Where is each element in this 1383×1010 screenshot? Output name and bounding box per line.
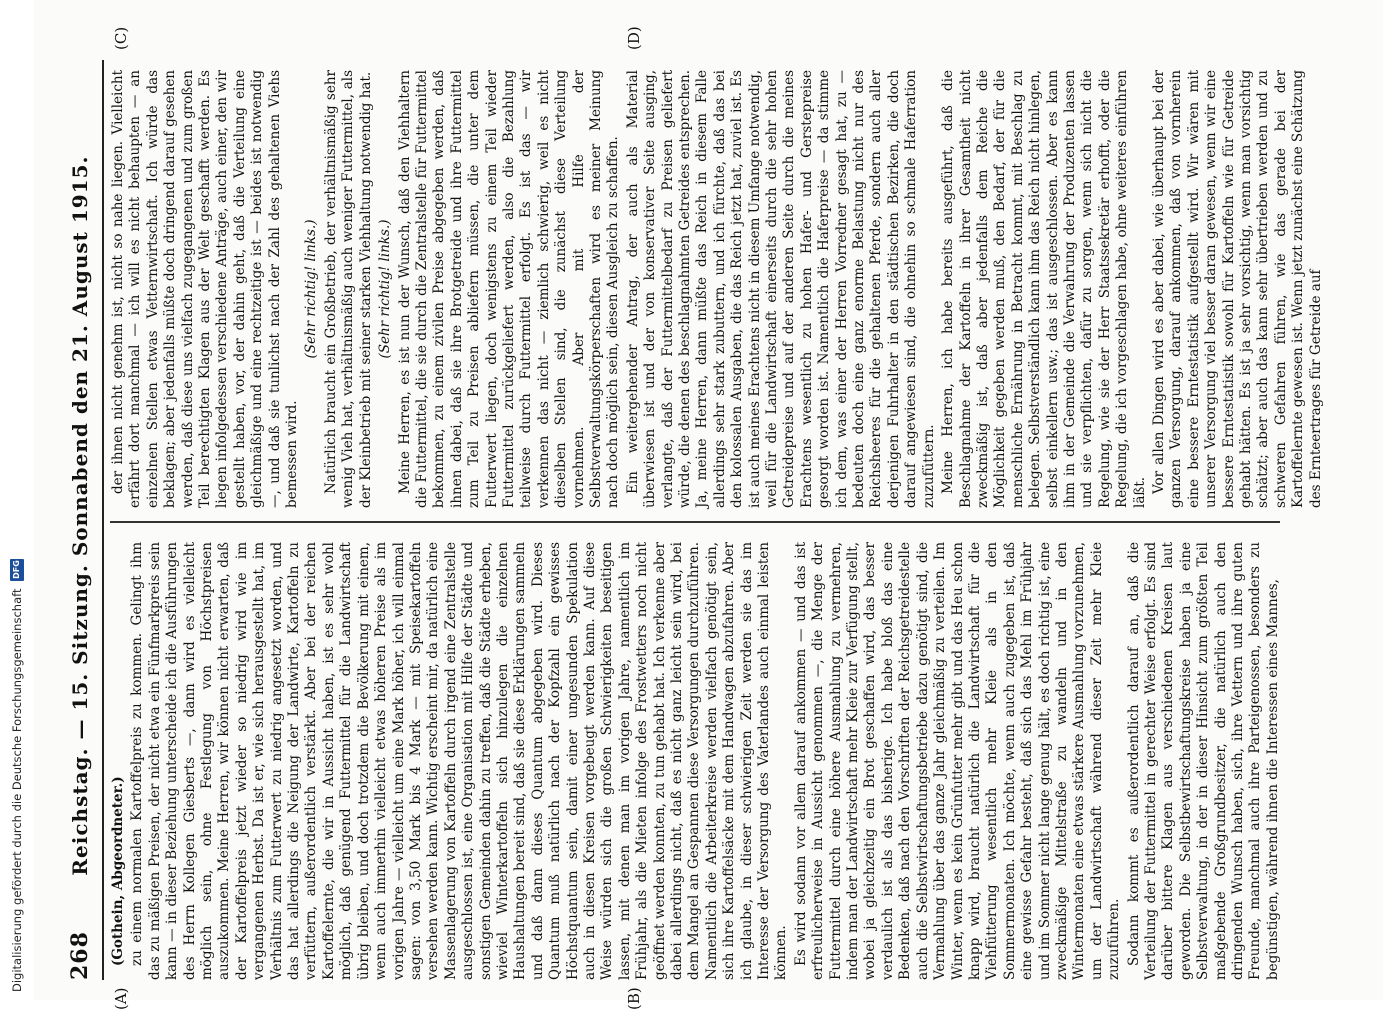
left-column <box>110 542 1280 980</box>
column-divider <box>110 521 1280 523</box>
margin-mark-b: (B) <box>625 987 643 1010</box>
speaker-line: (Gothein, Abgeordneter.) <box>110 776 126 966</box>
rotated-document-page <box>60 26 1330 1010</box>
paragraph: der ihnen nicht genehm ist, nicht so nahe liegen. Vielleicht erfährt dort manchmal — ich will es nicht behaupten — an einzelnen Stellen etwas Vetternwirtschaft. Ich würde das beklagen; aber jedenfalls müßte doch dringend darauf gesehen werden, daß diese uns vielfach zugegangenen und zum großen Teil berechtigten Klagen aus der Welt geschafft werden. Es liegen infolgedessen verschiedene Anträge, auch einer, den wir gestellt haben, vor, der dahin geht, daß die Verteilung eine gleichmäßige und eine rechtzeitige ist — beides ist notwendig —, und daß sie tunlichst nach der Zahl des gehaltenen Viehs bemessen wird. <box>110 70 301 508</box>
margin-mark-c: (C) <box>112 26 130 50</box>
paragraph: Meine Herren, es ist nun der Wunsch, daß den Viehhaltern die Futtermittel, die sie durch die Zentralstelle für Futtermittel bekommen, zu einem zivilen Preise abgegeben werden, daß ihnen dabei, daß sie ihre Brotgetreide und ihre Futtermittel zum Teil zu Preisen abliefern müssen, die unter dem Futterwert liegen, doch wenigstens zu einem Teil wieder Futtermittel zurückgeliefert werden, also die Bezahlung teilweise durch Futtermittel erfolgt. Es ist das — wir verkennen das nicht — ziemlich schwierig, weil es nicht dieselben Stellen sind, die zunächst diese Verteilung vornehmen. Aber mit Hilfe der Selbstverwaltungskörperschaften wird es meiner Meinung nach doch möglich sein, diesen Ausgleich zu schaffen. <box>396 70 622 508</box>
paragraph: Es wird sodann vor allem darauf ankommen — und das ist erfreulicherweise in Aussicht genommen —, die Menge der Futtermittel durch eine höhere Ausmahlung zu vermehren, indem man der Landwirtschaft mehr Kleie zur Verfügung stellt, wobei ja gleichzeitig ein Brot geschaffen wird, das besser verdaulich ist als das bisherige. Ich habe bloß das eine Bedenken, daß nach den Vorschriften der Reichsgetreidestelle auch die Selbstwirtschaftungsbetriebe dazu genötigt sind, die Vermahlung über das ganze Jahr gleichmäßig zu verteilen. Im Winter, wenn es kein Grünfutter mehr gibt und das Heu schon knapp wird, braucht natürlich die Landwirtschaft für die Viehfütterung wesentlich mehr Kleie als in den Sommermonaten. Ich möchte, wenn auch zugegeben ist, daß eine gewisse Gefahr besteht, daß sich das Mehl im Frühjahr und im Sommer nicht lange genug hält, es doch richtig ist, eine zweckmäßige Mittelstraße zu wandeln und in den Wintermonaten eine etwas stärkere Ausmahlung vorzunehmen, um der Landwirtschaft während dieser Zeit mehr Kleie zuzuführen. <box>792 542 1123 980</box>
interjection: (Sehr richtig! links.) <box>303 219 320 359</box>
paragraph: Meine Herren, ich habe bereits ausgeführt, daß die Beschlagnahme der Kartoffeln in ihrer Gesamtheit nicht zweckmäßig ist, daß aber jedenfalls dem Reiche die Möglichkeit gegeben werden muß, den Bedarf, der für die menschliche Ernährung in Betracht kommt, mit Beschlag zu belegen. Selbstverständlich kann ihm das Reich nicht hinlegen, selbst einkellern usw.; das ist ausgeschlossen. Aber es kann ihm in der Gemeinde die Verwahrung der Produzenten lassen und sie verpflichten, dafür zu sorgen, wenn sich nicht die Regelung, wie sie der Herr Staatssekretär erhofft, oder die Regelung, die ich vorgeschlagen habe, ohne weiteres einführen läßt. <box>940 70 1148 508</box>
paragraph: Vor allen Dingen wird es aber dabei, wie überhaupt bei der ganzen Versorgung, darauf ankommen, daß von vornherein eine bessere Erntestatistik aufgestellt wird. Wir wären mit unserer Versorgung viel besser daran gewesen, wenn wir eine bessere Erntestatistik sowohl für Kartoffeln wie für Getreide gehabt hätten. Es ist ja sehr vorsichtig, wenn man vorsichtig schätzt; aber auch das kann sehr übertrieben werden und zu schweren Gefahren führen, wie das gerade bei der Kartoffelernte gewesen ist. Wenn jetzt zunächst eine Schätzung des Ernteertrages für Getreide auf <box>1150 70 1324 508</box>
header-rule <box>102 60 104 980</box>
paragraph: Sodann kommt es außerordentlich darauf an, daß die Verteilung der Futtermittel in gerechter Weise erfolgt. Es sind darüber bittere Klagen aus verschiedenen Kreisen laut geworden. Die Selbstbewirtschaftungskreise haben ja eine Selbstverwaltung, in der in dieser Hinsicht zum größten Teil maßgebende Großgrundbesitzer, die natürlich auch den dringenden Wunsch haben, sich, ihre Vettern und ihre guten Freunde, manchmal auch ihre Parteigenossen, besonders zu begünstigen, während ihnen die Interessen eines Mannes, <box>1125 542 1281 980</box>
paragraph: Ein weitergehender Antrag, der auch als Material überwiesen ist und der von konservativer Seite ausging, verlangte, daß der Futtermittelbedarf zu Preisen geliefert würde, die denen des beschlagnahmten Getreides entsprechen. Ja, meine Herren, dann müßte das Reich in diesem Falle allerdings sehr stark zubuttern, und ich fürchte, daß das bei den kolossalen Ausgaben, die das Reich jetzt hat, zuviel ist. Es ist auch meines Erachtens nicht in diesem Umfange notwendig, weil für die Landwirtschaft einerseits durch die sehr hohen Getreidepreise und auf der anderen Seite durch die meines Erachtens wesentlich zu hohen Hafer- und Gerstepreise gesorgt worden ist. Namentlich die Haferpreise — da stimme ich dem, was einer der Herren Vorredner gesagt hat, zu — bedeuten doch eine ganz enorme Belastung nicht nur des Reichsheeres für die gehaltenen Pferde, sondern auch aller derjenigen Fuhrhalter in den städtischen Bezirken, die doch darauf angewiesen sind, die ohnehin so schmale Haferration zuzufüttern. <box>624 70 937 508</box>
dfg-logo-icon: DFG <box>10 559 24 581</box>
margin-mark-a: (A) <box>112 987 130 1010</box>
credit-text: Digitalisierung gefördert durch die Deutsche Forschungsgemeinschaft <box>10 588 24 992</box>
page-header <box>60 60 100 980</box>
paragraph: zu einem normalen Kartoffelpreis zu kommen. Gelingt ihm das zu mäßigen Preisen, der nicht etwa ein Fünfmarkpreis sein kann — in dieser Beziehung unterscheide ich die Ausführungen des Herrn Kollegen Giesberts —, dann wird es vielleicht möglich sein, ohne Festlegung von Höchstpreisen auszukommen. Meine Herren, wir können nicht erwarten, daß der Kartoffelpreis jetzt wieder so niedrig wird wie im vergangenen Herbst. Da ist er, wie sich herausgestellt hat, im Verhältnis zum Futterwert zu niedrig angesetzt worden, und das hat allerdings die Neigung der Landwirte, Kartoffeln zu verfüttern, außerordentlich verstärkt. Aber bei der reichen Kartoffelernte, die wir in Aussicht haben, ist es sehr wohl möglich, daß genügend Futtermittel für die Landwirtschaft übrig bleiben, und doch trotzdem die Bevölkerung mit einem, wenn auch immerhin vielleicht etwas höheren Preise als im vorigen Jahre — vielleicht um eine Mark höher, ich will einmal sagen: von 3,50 Mark bis 4 Mark — mit Speisekartoffeln versehen werden kann. Wichtig erscheint mir, da natürlich eine Massenlagerung von Kartoffeln durch irgend eine Zentralstelle ausgeschlossen ist, eine Organisation mit Hilfe der Städte und sonstigen Gemeinden dahin zu treffen, daß die Städte erheben, wieviel Winterkartoffeln sich hinzulegen die einzelnen Haushaltungen bereit sind, daß sie diese Erklärungen sammeln und daß dann dieses Quantum abgegeben wird. Dieses Quantum muß natürlich nach der Kopfzahl ein gewisses Höchstquantum sein, damit einer ungesunden Spekulation auch in diesen Kreisen vorgebeugt werden kann. Auf diese Weise würden sich die großen Schwierigkeiten beseitigen lassen, mit denen man im vorigen Jahre, namentlich im Frühjahr, als die Mieten infolge des Frostwetters noch nicht geöffnet werden konnten, zu tun gehabt hat. Ich verkenne aber dabei allerdings nicht, daß es nicht ganz leicht sein wird, bei dem Mangel an Gespannen diese Versorgungen durchzuführen. Namentlich die Arbeiterkreise werden vielfach genötigt sein, sich ihre Kartoffelsäcke mit dem Handwagen abzufahren. Aber ich glaube, in dieser schwierigen Zeit werden sie das im Interesse der Versorgung des Vaterlandes auch einmal leisten können. <box>129 542 790 980</box>
page-number: 268 <box>67 931 93 980</box>
page-title: Reichstag. — 15. Sitzung. Sonnabend den 21. August 1915. <box>68 155 92 876</box>
digitization-credit <box>0 0 34 1000</box>
credit-strip <box>6 2 28 992</box>
margin-mark-d: (D) <box>625 26 643 50</box>
interjection: (Sehr richtig! links.) <box>377 219 394 359</box>
right-column <box>110 70 1324 508</box>
paragraph: Natürlich braucht ein Großbetrieb, der verhältnismäßig sehr wenig Vieh hat, verhältnismäßig auch weniger Futtermittel, als der Kleinbetrieb mit seiner starken Viehhaltung notwendig hat. <box>322 70 374 508</box>
